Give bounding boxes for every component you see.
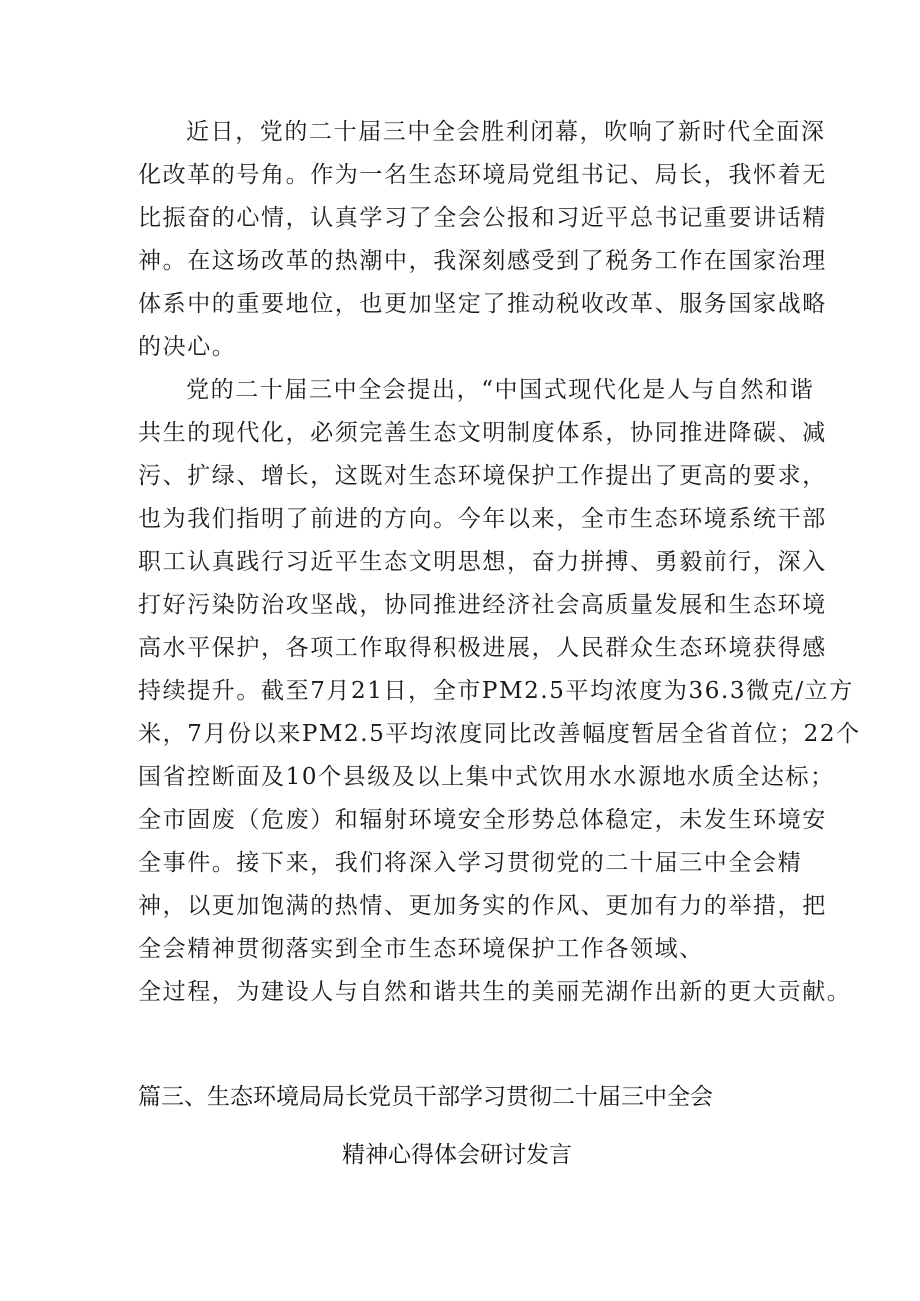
paragraph-2-line-6: 打好污染防治攻坚战，协同推进经济社会高质量发展和生态环境 — [138, 592, 827, 618]
paragraph-1-line-3: 比振奋的心情，认真学习了全会公报和习近平总书记重要讲话精 — [138, 205, 827, 231]
paragraph-2-line-4: 也为我们指明了前进的方向。今年以来，全市生态环境系统干部 — [138, 506, 827, 532]
paragraph-1-line-1: 近日，党的二十届三中全会胜利闭幕，吹响了新时代全面深 — [186, 119, 826, 145]
paragraph-1-line-2: 化改革的号角。作为一名生态环境局党组书记、局长，我怀着无 — [138, 162, 827, 188]
paragraph-2-line-5: 职工认真践行习近平生态文明思想，奋力拼搏、勇毅前行，深入 — [138, 549, 827, 575]
paragraph-2-line-2: 共生的现代化，必须完善生态文明制度体系，协同推进降碳、减 — [138, 420, 827, 446]
section-heading-line-1: 篇三、生态环境局局长党员干部学习贯彻二十届三中全会 — [138, 1084, 713, 1110]
paragraph-2-line-1: 党的二十届三中全会提出，“中国式现代化是人与自然和谐 — [186, 377, 815, 403]
paragraph-2-line-3: 污、扩绿、增长，这既对生态环境保护工作提出了更高的要求， — [138, 463, 827, 489]
paragraph-2-line-14: 全会精神贯彻落实到全市生态环境保护工作各领域、 — [138, 936, 704, 962]
section-heading-line-2: 精神心得体会研讨发言 — [342, 1142, 572, 1168]
paragraph-1-line-4: 神。在这场改革的热潮中，我深刻感受到了税务工作在国家治理 — [138, 248, 827, 274]
paragraph-2-line-13: 神，以更加饱满的热情、更加务实的作风、更加有力的举措，把 — [138, 893, 827, 919]
paragraph-1-line-5: 体系中的重要地位，也更加坚定了推动税收改革、服务国家战略 — [138, 291, 827, 317]
paragraph-2-line-9: 米，7月份以来PM2.5平均浓度同比改善幅度暂居全省首位；22个 — [138, 721, 861, 747]
paragraph-2-line-15: 全过程，为建设人与自然和谐共生的美丽芜湖作出新的更大贡献。 — [138, 979, 852, 1005]
paragraph-2-line-11: 全市固废（危废）和辐射环境安全形势总体稳定，未发生环境安 — [138, 807, 827, 833]
paragraph-2-line-12: 全事件。接下来，我们将深入学习贯彻党的二十届三中全会精 — [138, 850, 803, 876]
paragraph-2-line-7: 高水平保护，各项工作取得积极进展，人民群众生态环境获得感 — [138, 635, 827, 661]
paragraph-2-line-10: 国省控断面及10个县级及以上集中式饮用水水源地水质全达标； — [138, 764, 835, 790]
paragraph-1-line-6: 的决心。 — [138, 334, 237, 360]
paragraph-2-line-8: 持续提升。截至7月21日，全市PM2.5平均浓度为36.3微克/立方 — [138, 678, 854, 704]
